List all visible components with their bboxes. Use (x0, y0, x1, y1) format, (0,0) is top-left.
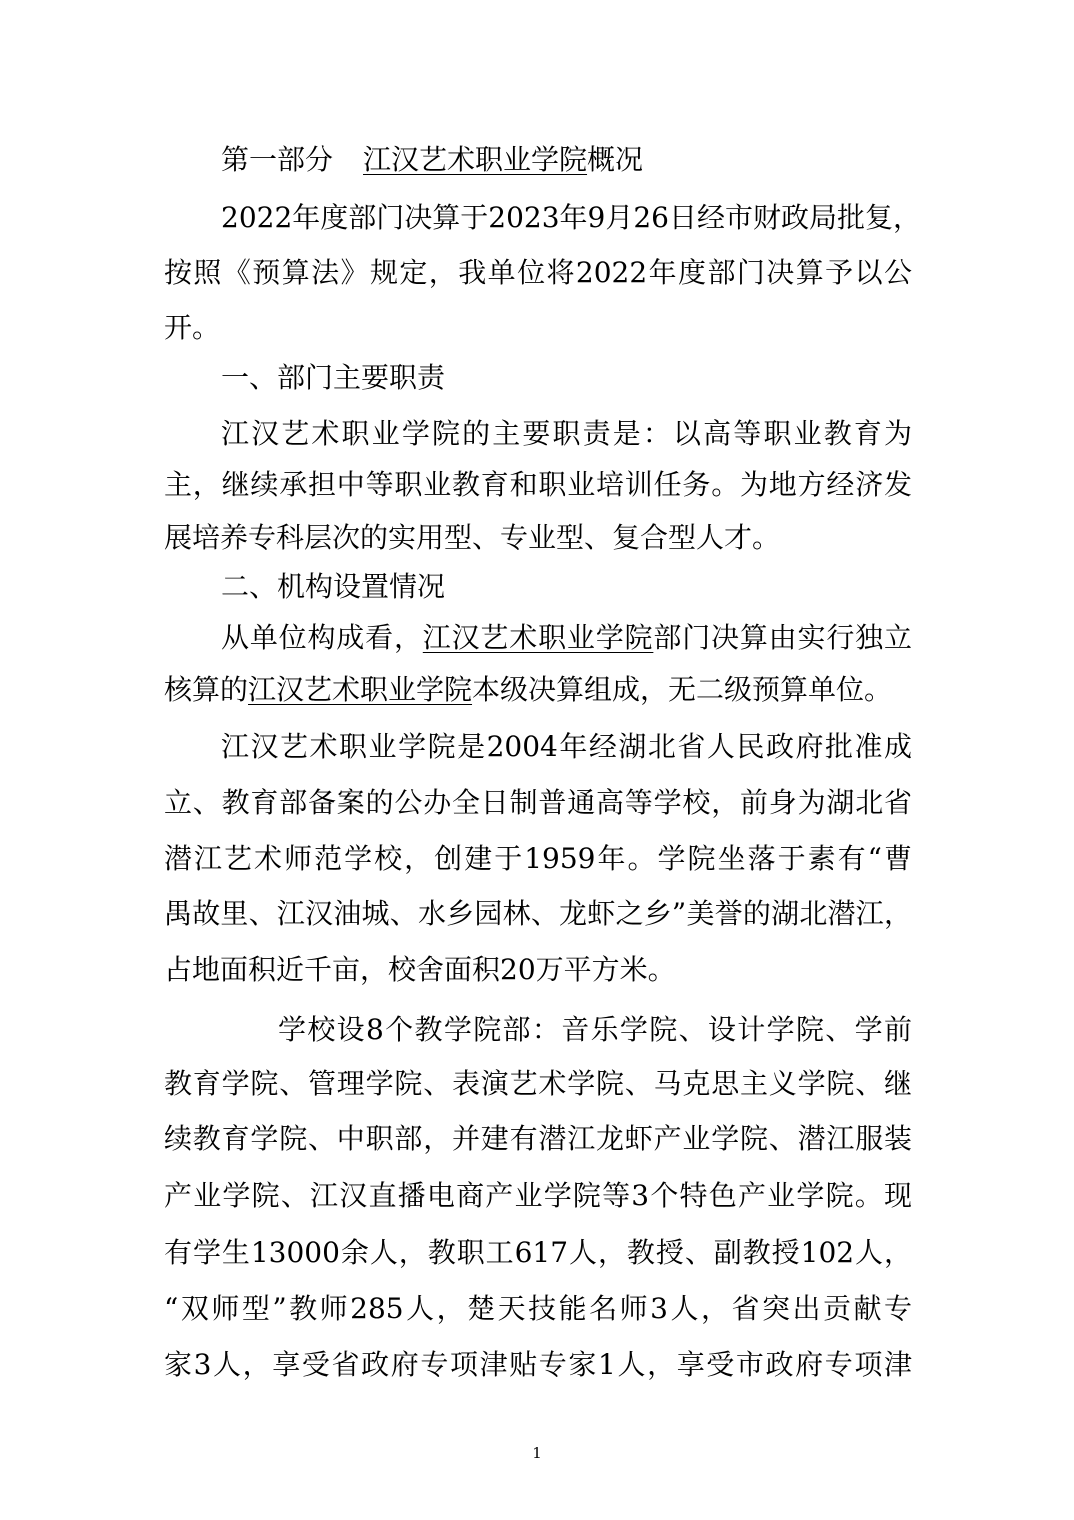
page-number: 1 (532, 1444, 542, 1462)
departments-line: “双师型”教师285人，楚天技能名师3人，省突出贡献专 (164, 1292, 912, 1325)
departments-line: 教育学院、管理学院、表演艺术学院、马克思主义学院、继 (164, 1067, 912, 1100)
departments-line: 有学生13000余人，教职工617人，教授、副教授102人， (164, 1236, 912, 1269)
section-heading-duties: 一、部门主要职责 (221, 361, 446, 394)
departments-line: 产业学院、江汉直播电商产业学院等3个特色产业学院。现 (164, 1179, 912, 1212)
section-heading-structure: 二、机构设置情况 (221, 570, 446, 603)
intro-line: 开。 (164, 311, 221, 344)
departments-line: 续教育学院、中职部，并建有潜江龙虾产业学院、潜江服装 (164, 1122, 912, 1155)
departments-line: 学校设8个教学院部：音乐学院、设计学院、学前 (278, 1013, 912, 1046)
duties-line: 江汉艺术职业学院的主要职责是：以高等职业教育为 (221, 417, 912, 450)
intro-line: 按照《预算法》规定，我单位将2022年度部门决算予以公 (164, 256, 912, 289)
part-title-suffix: 概况 (587, 143, 644, 176)
institution-name-underlined: 江汉艺术职业学院 (422, 621, 654, 654)
composition-text: 核算的 (164, 673, 249, 706)
history-line: 江汉艺术职业学院是2004年经湖北省人民政府批准成 (221, 730, 912, 763)
part-title (221, 140, 643, 180)
institution-name-underlined: 江汉艺术职业学院 (248, 673, 473, 706)
history-line: 禺故里、江汉油城、水乡园林、龙虾之乡”美誉的湖北潜江， (164, 897, 912, 930)
history-line: 立、教育部备案的公办全日制普通高等学校，前身为湖北省 (164, 786, 912, 819)
composition-text: 从单位构成看， (221, 621, 423, 654)
history-line: 占地面积近千亩，校舍面积20万平方米。 (164, 953, 676, 986)
institution-name: 江汉艺术职业学院 (363, 143, 588, 176)
composition-text: 本级决算组成，无二级预算单位。 (472, 673, 893, 706)
composition-line (164, 670, 912, 710)
departments-line: 家3人，享受省政府专项津贴专家1人，享受市政府专项津 (164, 1348, 912, 1381)
composition-line (221, 618, 912, 658)
part-label: 第一部分 (221, 143, 334, 176)
intro-line: 2022年度部门决算于2023年9月26日经市财政局批复， (221, 201, 921, 234)
history-line: 潜江艺术师范学校，创建于1959年。学院坐落于素有“曹 (164, 842, 912, 875)
composition-text: 部门决算由实行独立 (653, 621, 912, 654)
duties-line: 主，继续承担中等职业教育和职业培训任务。为地方经济发 (164, 468, 912, 501)
duties-line: 展培养专科层次的实用型、专业型、复合型人才。 (164, 521, 781, 554)
